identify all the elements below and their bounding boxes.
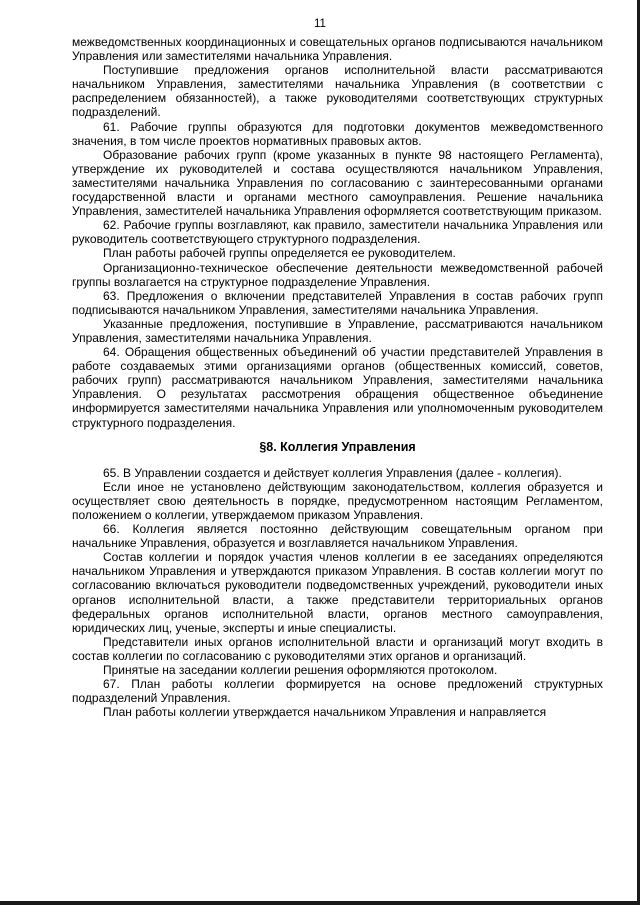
paragraph: План работы коллегии утверждается начальником Управления и направляется xyxy=(103,705,547,720)
paragraph: 66. Коллегия является постоянно действующим совещательным органом при начальнике Управления, образуется и возглавляется начальником Управления. xyxy=(72,522,603,551)
paragraph: Принятые на заседании коллегии решения оформляются протоколом. xyxy=(103,663,498,678)
paragraph: 67. План работы коллегии формируется на основе предложений структурных подразделений Управления. xyxy=(72,677,603,706)
paragraph: Если иное не установлено действующим законодательством, коллегия образуется и осуществляет свою деятельность в порядке, предусмотренном настоящим Регламентом, положением о коллегии, утверждаемом приказом Управления. xyxy=(72,479,603,522)
paragraph: 65. В Управлении создается и действует коллегия Управления (далее - коллегия). xyxy=(103,465,562,480)
paragraph: Организационно-техническое обеспечение деятельности межведомственной рабочей группы возлагается на структурное подразделение Управления. xyxy=(72,260,603,289)
paragraph: 63. Предложения о включении представителей Управления в состав рабочих групп подписываются начальником Управления, заместителями начальника Управления. xyxy=(72,288,603,317)
paragraph: межведомственных координационных и совещательных органов подписываются начальником Управления или заместителями начальника Управления. xyxy=(72,35,603,64)
paragraphs-before-section xyxy=(72,35,603,430)
section-heading: §8. Коллегия Управления xyxy=(259,439,416,454)
paragraph: План работы рабочей группы определяется ее руководителем. xyxy=(103,246,456,261)
page-number: 11 xyxy=(314,18,326,30)
paragraph: Образование рабочих групп (кроме указанных в пункте 98 настоящего Регламента), утверждение их руководителей и состава осуществляются начальником Управления, заместителями начальника Управления по согласованию с заинтересованными органами государственной власти и органами местного самоуправления. Решение начальника Управления, заместителей начальника Управления оформляется соответствующим приказом. xyxy=(72,147,603,219)
paragraph: Поступившие предложения органов исполнительной власти рассматриваются начальником Управления, заместителями начальника Управления (в соответствии с распределением обязанностей), а также руководителями соответствующих структурных подразделений. xyxy=(72,63,603,120)
paragraph: Указанные предложения, поступившие в Управление, рассматриваются начальником Управления, заместителями начальника Управления. xyxy=(72,316,603,345)
paragraph: 64. Обращения общественных объединений об участии представителей Управления в работе создаваемых этими организациями органов (общественных комиссий, советов, рабочих групп) рассматриваются начальником Управления, заместителями начальника Управления. О результатах рассмотрения обращения общественное объединение информируется заместителями начальника Управления или уполномоченным руководителем структурного подразделения. xyxy=(72,345,603,430)
paragraphs-after-section xyxy=(72,466,603,720)
paragraph: 61. Рабочие группы образуются для подготовки документов межведомственного значения, в том числе проектов нормативных правовых актов. xyxy=(72,119,603,148)
paragraph: 62. Рабочие группы возглавляют, как правило, заместители начальника Управления или руководитель соответствующего структурного подразделения. xyxy=(72,218,603,247)
scan-edge-bottom xyxy=(0,901,640,905)
paragraph: Представители иных органов исполнительной власти и организаций могут входить в состав коллегии по согласованию с руководителями этих органов и организаций. xyxy=(72,634,603,663)
document-body xyxy=(72,35,603,719)
paragraph: Состав коллегии и порядок участия членов коллегии в ее заседаниях определяются начальником Управления и утверждаются приказом Управления. В состав коллегии могут по согласованию включаться руководители подведомственных учреждений, руководители иных органов исполнительной власти, а также представители территориальных органов федеральных органов исполнительной власти, органов местного самоуправления, юридических лиц, ученые, эксперты и иные специалисты. xyxy=(72,550,603,635)
